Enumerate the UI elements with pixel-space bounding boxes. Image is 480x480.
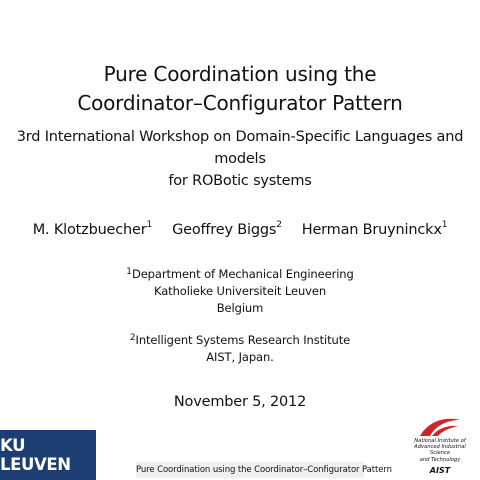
- affil-line: Belgium: [216, 301, 264, 315]
- affil-mark: 1: [126, 267, 132, 277]
- affil-line: Katholieke Universiteit Leuven: [153, 284, 327, 298]
- author-affil-mark: 1: [441, 220, 448, 230]
- author-list: [0, 222, 480, 238]
- ku-leuven-logo: KU LEUVEN: [0, 430, 96, 480]
- aist-line: National Institute of: [414, 438, 466, 444]
- title-line-1: Pure Coordination using the: [103, 62, 377, 86]
- author: M. Klotzbuecher$^1$: [32, 220, 153, 238]
- affiliation-2: [0, 332, 480, 366]
- slide-title: [0, 60, 480, 118]
- aist-line: and Technology: [419, 456, 461, 463]
- aist-logo: [404, 416, 476, 478]
- author: Geoffrey Biggs$^2$: [172, 220, 282, 238]
- author-affil-mark: 2: [276, 220, 282, 230]
- affil-mark: 2: [129, 333, 136, 343]
- footer-running-title: Pure Coordination using the Coordinator–Configurator Pattern: [136, 462, 364, 478]
- workshop-line-1: 3rd International Workshop on Domain-Specific Languages and models: [16, 129, 464, 167]
- affiliation-1: [0, 266, 480, 317]
- affil-line: Intelligent Systems Research Institute: [135, 333, 351, 347]
- affil-line: AIST, Japan.: [206, 350, 274, 364]
- aist-abbreviation: AIST: [429, 466, 451, 475]
- aist-swoosh-icon: [418, 416, 462, 438]
- aist-line: Advanced Industrial Science: [414, 444, 466, 457]
- workshop-line-2: for ROBotic systems: [168, 173, 312, 189]
- author: Herman Bruyninckx$^1$: [301, 220, 448, 238]
- workshop-name: [0, 126, 480, 192]
- presentation-date: November 5, 2012: [173, 394, 307, 410]
- author-affil-mark: 1: [146, 220, 153, 230]
- affil-line: Department of Mechanical Engineering: [131, 267, 354, 281]
- title-line-2: Coordinator–Configurator Pattern: [77, 91, 403, 115]
